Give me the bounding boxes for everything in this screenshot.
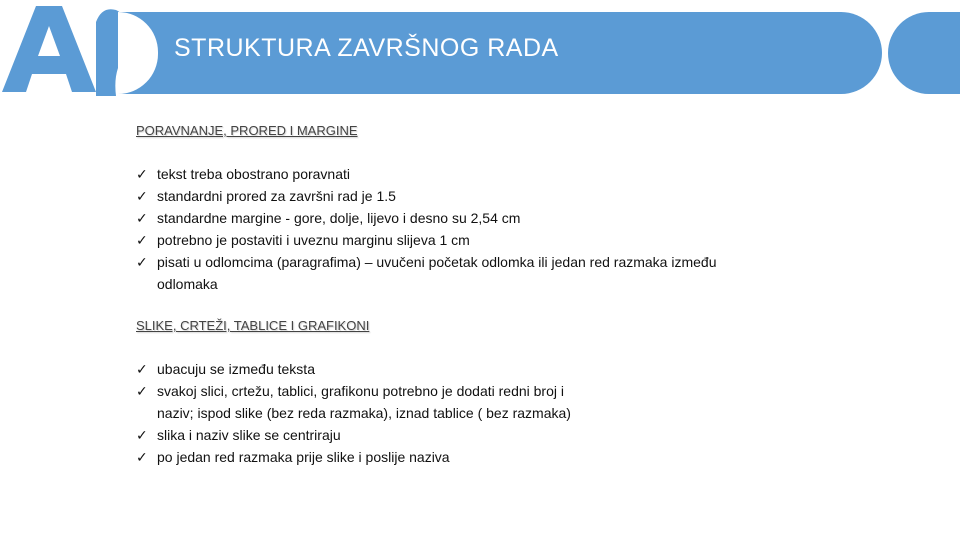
check-icon: ✓ — [136, 427, 148, 443]
list-item-text-continued: naziv; ispod slike (bez reda razmaka), iznad tablice ( bez razmaka) — [157, 405, 571, 421]
list-item-text: po jedan red razmaka prije slike i poslije naziva — [157, 449, 450, 465]
list-item-text-continued: odlomaka — [157, 276, 218, 292]
check-icon: ✓ — [136, 210, 148, 226]
check-icon: ✓ — [136, 254, 148, 270]
check-icon: ✓ — [136, 188, 148, 204]
bullet-list-images — [136, 358, 571, 468]
list-item — [136, 380, 571, 424]
section-heading-images: SLIKE, CRTEŽI, TABLICE I GRAFIKONI — [136, 318, 370, 333]
list-item — [136, 163, 717, 185]
check-icon: ✓ — [136, 383, 148, 399]
list-item-text: slika i naziv slike se centriraju — [157, 427, 341, 443]
logo-a-icon — [0, 0, 96, 96]
list-item — [136, 358, 571, 380]
list-item — [136, 185, 717, 207]
check-icon: ✓ — [136, 166, 148, 182]
check-icon: ✓ — [136, 449, 148, 465]
section-heading-layout: PORAVNANJE, PRORED I MARGINE — [136, 123, 358, 138]
list-item-text: standardni prored za završni rad je 1.5 — [157, 188, 396, 204]
list-item-text: svakoj slici, crtežu, tablici, grafikonu potrebno je dodati redni broj i — [157, 383, 564, 399]
bullet-list-layout — [136, 163, 717, 295]
list-item-text: standardne margine - gore, dolje, lijevo i desno su 2,54 cm — [157, 210, 521, 226]
list-item — [136, 207, 717, 229]
list-item-text: potrebno je postaviti i uveznu marginu slijeva 1 cm — [157, 232, 470, 248]
list-item-text: tekst treba obostrano poravnati — [157, 166, 351, 182]
slide-title: STRUKTURA ZAVRŠNOG RADA — [174, 34, 559, 62]
list-item — [136, 446, 571, 468]
check-icon: ✓ — [136, 232, 148, 248]
list-item — [136, 424, 571, 446]
list-item — [136, 251, 717, 295]
list-item-text: pisati u odlomcima (paragrafima) – uvučeni početak odlomka ili jedan red razmaka između — [157, 254, 717, 270]
list-item-text: ubacuju se između teksta — [157, 361, 315, 377]
list-item — [136, 229, 717, 251]
check-icon: ✓ — [136, 361, 148, 377]
decorative-shape — [888, 12, 960, 94]
